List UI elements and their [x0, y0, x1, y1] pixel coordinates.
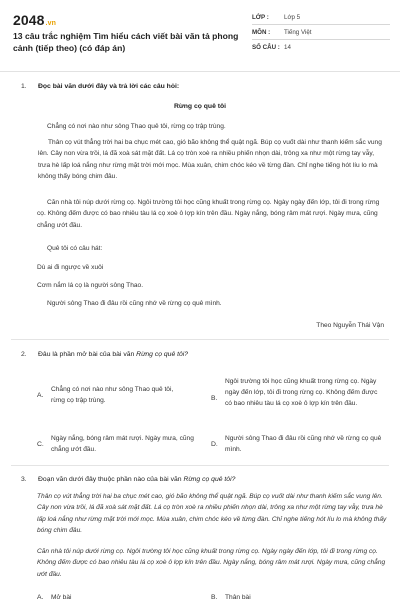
logo-suffix: .vn	[45, 20, 56, 27]
option-a[interactable]	[37, 384, 181, 406]
header-divider	[0, 71, 400, 72]
logo-text: 2048	[13, 12, 45, 28]
site-logo[interactable]	[13, 12, 56, 28]
meta-row-class	[252, 10, 390, 25]
meta-value: 14	[284, 44, 291, 51]
prompt-text: Đâu là phần mở bài của bài văn	[38, 351, 137, 358]
prompt-title: Rừng cọ quê tôi?	[183, 476, 236, 483]
option-letter: A.	[37, 391, 44, 399]
passage-paragraph: Quê tôi có câu hát:	[47, 245, 103, 252]
page-header	[0, 0, 400, 71]
option-text: Ngôi trường tôi học cũng khuất trong rừng cọ. Ngày ngày đến lớp, tôi đi trong rừng cọ. Không đếm được có bao nhiêu tàu lá cọ xoè ô lợp kín trên đầu.	[225, 378, 378, 407]
excerpt-paragraph: Căn nhà tôi núp dưới rừng cọ. Ngôi trường tôi học cũng khuất trong rừng cọ. Ngày ngày đến lớp, tôi đi trong rừng cọ. Không đếm được có bao nhiêu tàu lá cọ xoè ô lợp kín trên đầu. Ngày nắng, bóng râm mát rượi. Ngày mưa, cũng chẳng ướt đầu.	[37, 548, 386, 578]
page-title: 13 câu trắc nghiệm Tìm hiểu cách viết bài văn tả phong cảnh (tiếp theo) (có đáp án)	[13, 31, 239, 53]
option-letter: C.	[37, 440, 44, 448]
passage-paragraph: Căn nhà tôi núp dưới rừng cọ. Ngôi trường tôi học cũng khuất trong rừng cọ. Ngày ngày đến lớp, tôi đi trong rừng cọ. Không đếm được có bao nhiêu tàu lá cọ xoè ô lợp kín trên đầu. Ngày nắng, bóng râm mát rượi. Ngày mưa, cũng chẳng ướt đầu.	[37, 199, 380, 229]
meta-table	[252, 10, 390, 55]
passage-verse: Dù ai đi ngược về xuôi	[37, 264, 104, 271]
prompt-text: Đoạn văn dưới đây thuộc phần nào của bài văn	[38, 476, 184, 483]
option-text: Thân bài	[225, 594, 251, 600]
option-letter: B.	[211, 394, 218, 402]
passage-paragraph: Thân cọ vút thẳng trời hai ba chục mét cao, gió bão không thể quật ngã. Búp cọ vuốt dài như thanh kiếm sắc vung lên. Cây non vừa trồi, lá đã xoà sát mặt đất. Lá cọ tròn xoè ra nhiều phiến nhọn dài, trông xa như một rừng tay vẫy, trưa hè lấp loá nắng như rừng mặt trời mới mọc. Mùa xuân, chim chóc kéo về từng đàn. Chỉ nghe tiếng hót líu lo mà không thấy bóng chim đâu.	[38, 139, 382, 180]
question-number: 2.	[21, 351, 27, 358]
question-number: 1.	[21, 83, 27, 90]
option-letter: B.	[211, 594, 218, 600]
option-text: Chẳng có nơi nào như sông Thao quê tôi, rừng cọ trập trùng.	[51, 386, 174, 404]
option-text: Người sông Thao đi đâu rồi cũng nhớ về rừng cọ quê mình.	[225, 435, 382, 453]
passage-title: Rừng cọ quê tôi	[173, 103, 227, 110]
option-text: Ngày nắng, bóng râm mát rượi. Ngày mưa, cũng chẳng ướt đầu.	[51, 435, 194, 453]
passage-verse: Cơm nắm lá cọ là người sông Thao.	[37, 282, 144, 289]
question-number: 3.	[21, 476, 27, 483]
option-b[interactable]	[211, 592, 345, 600]
meta-value: Lớp 5	[284, 13, 301, 21]
meta-row-subject	[252, 25, 390, 40]
prompt-title: Rừng cọ quê tôi?	[136, 351, 189, 358]
question-prompt: Đọc bài văn dưới đây và trả lời các câu hỏi:	[38, 83, 180, 90]
excerpt-paragraph: Thân cọ vút thẳng trời hai ba chục mét cao, gió bão không thể quật ngã. Búp cọ vuốt dài như thanh kiếm sắc vung lên. Cây non vừa trồi, lá đã xoà sát mặt đất. Lá cọ tròn xoè ra nhiều phiến nhọn dài, trông xa như một rừng tay vẫy, trưa hè lấp loá nắng như rừng mặt trời mới mọc. Mùa xuân, chim chóc kéo về từng đàn. Chỉ nghe tiếng hót líu lo mà không thấy bóng chim đâu.	[37, 493, 387, 534]
option-c[interactable]	[37, 433, 197, 455]
meta-value: Tiếng Việt	[284, 28, 312, 36]
option-b[interactable]	[211, 376, 383, 420]
option-letter: A.	[37, 594, 44, 600]
meta-label: LỚP :	[252, 13, 269, 21]
passage-paragraph: Chẳng có nơi nào như sông Thao quê tôi, rừng cọ trập trùng.	[47, 123, 226, 130]
question-divider	[11, 339, 389, 340]
option-letter: D.	[211, 440, 218, 448]
meta-label: MÔN :	[252, 28, 271, 36]
meta-label: SỐ CÂU :	[252, 44, 280, 51]
option-a[interactable]	[37, 592, 171, 600]
question-prompt	[38, 351, 188, 358]
option-text: Mở bài	[51, 594, 72, 600]
passage-attribution: Theo Nguyễn Thái Vận	[316, 322, 384, 329]
option-d[interactable]	[211, 433, 383, 455]
passage-paragraph: Người sông Thao đi đâu rồi cũng nhớ về rừng cọ quê mình.	[47, 300, 222, 307]
question-prompt	[38, 476, 235, 483]
question-divider	[11, 465, 389, 466]
meta-row-count	[252, 40, 390, 55]
